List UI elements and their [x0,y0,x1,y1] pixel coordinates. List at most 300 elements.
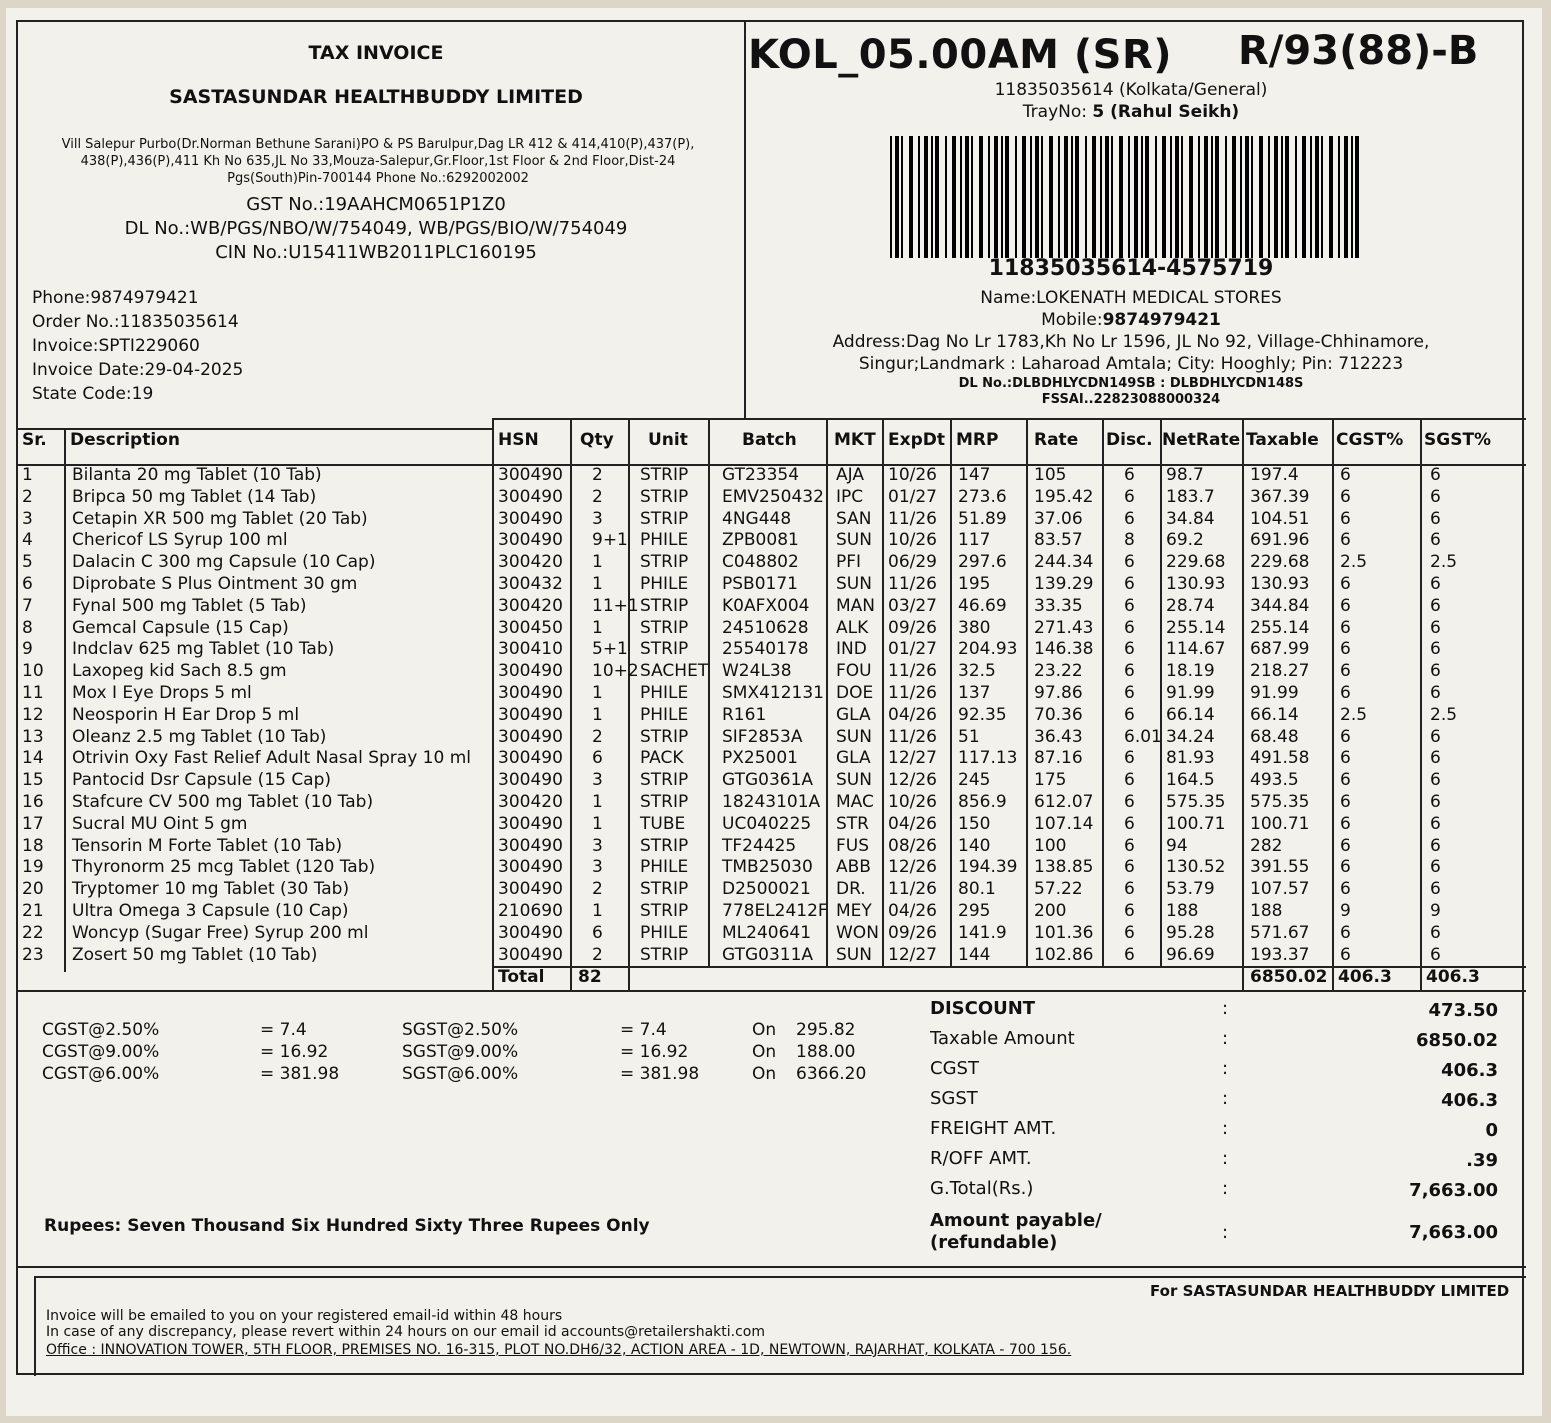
table-cell: 114.67 [1166,639,1226,660]
table-cell: 778EL2412F [722,901,828,921]
table-cell: STRIP [640,726,689,747]
state-code: State Code:19 [32,384,154,404]
tax-breakup-on-label: On [752,1020,777,1040]
barcode-bar [979,136,983,258]
table-cell: 33.35 [1034,595,1083,616]
table-cell: 6 [1430,486,1441,507]
table-cell: 6 [1340,835,1351,856]
table-cell: 09/26 [888,617,937,638]
table-cell: 6 [1430,922,1441,943]
amount-payable-label-line: Amount payable/ [930,1210,1102,1231]
barcode-bar [1005,136,1009,258]
table-cell: 6.01 [1124,726,1162,747]
table-cell: 101.36 [1034,922,1094,943]
table-cell: STRIP [640,835,689,856]
table-cell: 6 [1430,879,1441,900]
table-cell: 6 [1430,617,1441,638]
phone: Phone:9874979421 [32,288,199,308]
barcode-bar [1329,136,1333,258]
table-cell: 300490 [498,661,563,682]
table-cell: 6 [1124,944,1135,965]
table-cell: FUS [836,835,870,856]
tax-breakup-cgst-label: CGST@2.50% [42,1020,160,1040]
barcode-bar [1259,136,1263,258]
barcode-bar [1092,136,1096,258]
table-cell: 100.71 [1166,813,1226,834]
barcode-bar [1268,136,1270,258]
table-cell: DOE [836,683,874,703]
table-cell: 300490 [498,879,563,900]
summary-value: 473.50 [1428,1000,1498,1021]
table-cell: 195 [958,574,991,594]
table-cell: PSB0171 [722,574,798,594]
table-cell: 11+1 [592,595,639,616]
amount-payable-colon: : [1222,1222,1229,1243]
table-cell: 94 [1166,835,1188,856]
barcode-bar [1181,136,1183,258]
table-cell: 6 [1124,465,1135,485]
invoice-title: TAX INVOICE [308,42,444,64]
table-cell: 6 [1340,922,1351,943]
barcode-bar [1245,136,1249,258]
table-cell: 6 [592,748,603,769]
table-cell: 11/26 [888,574,937,594]
table-cell: GLA [836,748,871,769]
table-cell: 66.14 [1166,704,1215,725]
table-cell: W24L38 [722,661,792,682]
table-cell: Bilanta 20 mg Tablet (10 Tab) [72,465,322,485]
table-cell: 210690 [498,901,563,921]
barcode-bar [895,136,899,258]
table-cell: 117.13 [958,748,1018,769]
footer-note: Invoice will be emailed to you on your registered email-id within 48 hours [46,1308,563,1324]
table-cell: 300490 [498,726,563,747]
col-line [64,428,66,972]
table-cell: 575.35 [1250,792,1310,812]
table-cell: SUN [836,770,872,791]
table-cell: 229.68 [1166,552,1226,573]
table-cell: 6 [1340,944,1351,965]
barcode-bar [960,136,962,258]
order-number: Order No.:11835035614 [32,312,239,332]
table-cell: 3 [592,857,603,878]
table-cell: 08/26 [888,835,937,856]
table-cell: 100 [1034,835,1067,856]
table-cell: 255.14 [1250,617,1310,638]
table-cell: 300490 [498,748,563,769]
table-cell: 1 [592,574,603,594]
tax-breakup-cgst-amt: = 7.4 [260,1020,307,1040]
table-cell: 200 [1034,901,1067,921]
table-cell: TMB25030 [722,857,813,878]
table-cell: SAN [836,508,872,529]
table-cell: STRIP [640,595,689,616]
col-header-netrate: NetRate [1162,430,1241,450]
table-cell: ZPB0081 [722,530,799,551]
summary-colon: : [1222,1058,1229,1079]
table-cell: Otrivin Oxy Fast Relief Adult Nasal Spray 10 ml [72,748,471,769]
barcode-bar [1321,136,1323,258]
table-cell: 3 [592,835,603,856]
table-cell: 5+1 [592,639,628,660]
barcode-bar [1315,136,1319,258]
barcode-bar [1155,136,1157,258]
tax-breakup-on-amt: 295.82 [796,1020,856,1040]
table-cell: 491.58 [1250,748,1310,769]
table-cell: 300490 [498,683,563,703]
barcode-bar [1240,136,1242,258]
table-cell: R161 [722,704,767,725]
table-cell: 2.5 [1340,552,1368,573]
table-cell: 117 [958,530,991,551]
table-cell: Laxopeg kid Sach 8.5 gm [72,661,287,682]
table-cell: 107.14 [1034,813,1094,834]
table-cell: Fynal 500 mg Tablet (5 Tab) [72,595,307,616]
table-cell: UC040225 [722,813,812,834]
total-sgst: 406.3 [1426,967,1480,987]
col-line [492,418,494,990]
table-cell: 367.39 [1250,486,1310,507]
barcode [890,136,1364,258]
barcode-bar [1134,136,1138,258]
company-address [28,136,728,187]
barcode-bar [909,136,913,258]
table-cell: 6 [1124,508,1135,529]
table-cell: 218.27 [1250,661,1310,682]
barcode-bar [1225,136,1227,258]
address-line: 438(P),436(P),411 Kh No 635,JL No 33,Mouza-Salepur,Gr.Floor,1st Floor & 2nd Floor,Dist-24 [80,154,676,169]
tax-breakup-cgst-amt: = 16.92 [260,1042,329,1062]
table-cell: 95.28 [1166,922,1215,943]
table-cell: SIF2853A [722,726,803,747]
col-line [628,418,630,990]
table-cell: 255.14 [1166,617,1226,638]
table-cell: 344.84 [1250,595,1310,616]
table-cell: 17 [22,813,44,834]
table-cell: 6 [1340,813,1351,834]
table-cell: 6 [22,574,33,594]
table-cell: 295 [958,901,991,921]
barcode-bar [971,136,973,258]
table-cell: 6 [1340,661,1351,682]
col-line [1026,418,1028,966]
table-cell: 6 [1124,879,1135,900]
table-cell: 9+1 [592,530,628,551]
table-cell: 1 [592,813,603,834]
table-cell: 105 [1034,465,1067,485]
tax-breakup-cgst-label: CGST@6.00% [42,1064,160,1084]
table-cell: 51.89 [958,508,1007,529]
barcode-bar [945,136,947,258]
table-cell: Gemcal Capsule (15 Cap) [72,617,289,638]
table-cell: 2.5 [1430,704,1458,725]
table-cell: 6 [1340,530,1351,551]
table-cell: 300490 [498,486,563,507]
table-cell: 194.39 [958,857,1018,878]
barcode-bar [1105,136,1109,258]
barcode-bar [890,136,892,258]
table-cell: 300420 [498,595,563,616]
table-cell: 6 [1430,508,1441,529]
barcode-bar [1175,136,1179,258]
table-cell: FOU [836,661,872,682]
table-cell: 24510628 [722,617,809,638]
table-cell: 6 [1340,879,1351,900]
table-cell: STRIP [640,465,689,485]
table-cell: 6 [1430,683,1441,703]
col-header-disc: Disc. [1106,430,1153,450]
barcode-bar [1274,136,1278,258]
table-cell: 23 [22,944,44,965]
table-cell: Oleanz 2.5 mg Tablet (10 Tab) [72,726,327,747]
col-line [1242,418,1244,990]
table-cell: 11 [22,683,44,703]
table-cell: 300450 [498,617,563,638]
table-cell: 3 [592,508,603,529]
table-cell: 13 [22,726,44,747]
table-cell: 12/27 [888,944,937,965]
barcode-bar [1141,136,1143,258]
table-cell: 91.99 [1250,683,1299,703]
table-cell: 147 [958,465,991,485]
table-cell: Pantocid Dsr Capsule (15 Cap) [72,770,332,791]
summary-label: R/OFF AMT. [930,1148,1032,1169]
table-cell: 6 [1430,770,1441,791]
table-cell: 6 [1124,595,1135,616]
table-cell: 1 [592,704,603,725]
table-cell: 1 [22,465,33,485]
amount-in-words: Rupees: Seven Thousand Six Hundred Sixty Three Rupees Only [44,1216,650,1236]
barcode-bar [1145,136,1149,258]
customer-name: Name:LOKENATH MEDICAL STORES [980,288,1282,308]
table-cell: PHILE [640,530,689,551]
table-cell: 6 [1340,726,1351,747]
table-cell: ML240641 [722,922,812,943]
table-cell: 36.43 [1034,726,1083,747]
table-cell: 15 [22,770,44,791]
table-cell: 04/26 [888,901,937,921]
table-cell: EMV250432 [722,486,824,507]
customer-address-line: Address:Dag No Lr 1783,Kh No Lr 1596, JL No 92, Village-Chhinamore, [832,332,1430,352]
table-cell: MEY [836,901,872,921]
table-cell: 18243101A [722,792,821,812]
table-cell: 6 [1340,595,1351,616]
barcode-bar [1355,136,1359,258]
barcode-bar [1015,136,1017,258]
invoice-number: Invoice:SPTI229060 [32,336,200,356]
table-cell: 6 [1124,617,1135,638]
table-cell: 6 [1124,552,1135,573]
table-cell: Cetapin XR 500 mg Tablet (20 Tab) [72,508,368,529]
table-cell: 12/26 [888,857,937,878]
table-cell: PFI [836,552,862,573]
table-cell: 46.69 [958,595,1007,616]
tax-breakup-sgst-label: SGST@9.00% [402,1042,519,1062]
table-cell: 282 [1250,835,1283,856]
table-cell: 6 [1430,813,1441,834]
table-cell: GTG0311A [722,944,814,965]
table-cell: 300420 [498,792,563,812]
table-cell: STRIP [640,792,689,812]
barcode-bar [901,136,903,258]
table-cell: 91.99 [1166,683,1215,703]
table-cell: 5 [22,552,33,573]
table-cell: 195.42 [1034,486,1094,507]
table-cell: Stafcure CV 500 mg Tablet (10 Tab) [72,792,374,812]
summary-value: .39 [1466,1150,1498,1171]
table-cell: 1 [592,792,603,812]
summary-value: 406.3 [1441,1090,1498,1111]
table-cell: PHILE [640,704,689,725]
table-cell: 183.7 [1166,486,1215,507]
table-cell: 2 [592,879,603,900]
barcode-bar [1119,136,1123,258]
col-line [826,418,828,966]
table-cell: 6 [1430,530,1441,551]
tax-breakup-sgst-amt: = 381.98 [620,1064,700,1084]
table-cell: 297.6 [958,552,1007,573]
tax-breakup-on-label: On [752,1042,777,1062]
table-cell: 6 [1124,704,1135,725]
table-cell: 6 [1124,922,1135,943]
table-cell: 03/27 [888,595,937,616]
barcode-bar [1302,136,1306,258]
table-cell: PHILE [640,857,689,878]
table-cell: 01/27 [888,639,937,660]
table-cell: 6 [1340,617,1351,638]
barcode-bar [1100,136,1102,258]
tax-breakup-on-amt: 6366.20 [796,1064,867,1084]
table-cell: 12/26 [888,770,937,791]
table-cell: 6 [1430,835,1441,856]
table-cell: 575.35 [1166,792,1226,812]
table-cell: STRIP [640,770,689,791]
table-cell: AJA [836,465,864,485]
dl-number: DL No.:WB/PGS/NBO/W/754049, WB/PGS/BIO/W/754049 [124,218,628,239]
table-cell: ALK [836,617,869,638]
col-header-hsn: HSN [498,430,539,450]
table-cell: 244.34 [1034,552,1094,573]
table-cell: 193.37 [1250,944,1310,965]
route-label: KOL_05.00AM (SR) [748,32,1173,78]
col-line [570,418,572,990]
table-cell: STRIP [640,639,689,660]
tray-number [746,102,1516,122]
table-cell: PX25001 [722,748,798,769]
table-cell: Mox I Eye Drops 5 ml [72,683,252,703]
table-cell: STRIP [640,552,689,573]
customer-address-line: Singur;Landmark : Laharoad Amtala; City: Hooghly; Pin: 712223 [858,354,1404,374]
table-cell: 6 [1340,486,1351,507]
table-cell: 7 [22,595,33,616]
table-cell: 188 [1250,901,1283,921]
table-cell: 25540178 [722,639,809,660]
table-cell: 140 [958,835,991,856]
table-cell: Indclav 625 mg Tablet (10 Tab) [72,639,335,660]
table-cell: Thyronorm 25 mcg Tablet (120 Tab) [72,857,376,878]
table-cell: PHILE [640,574,689,594]
summary-colon: : [1222,1178,1229,1199]
table-cell: 04/26 [888,813,937,834]
table-cell: TUBE [640,813,686,834]
table-cell: 70.36 [1034,704,1083,725]
table-cell: IND [836,639,867,660]
table-cell: 2 [592,944,603,965]
barcode-bar [1351,136,1353,258]
table-cell: 4NG448 [722,508,792,529]
table-cell: 6 [1430,748,1441,769]
summary-colon: : [1222,1118,1229,1139]
table-cell: 92.35 [958,704,1007,725]
table-cell: 81.93 [1166,748,1215,769]
summary-label: CGST [930,1058,979,1079]
col-header-cgst: CGST% [1336,430,1404,450]
table-cell: 687.99 [1250,639,1310,660]
col-header-sgst: SGST% [1424,430,1492,450]
summary-label: SGST [930,1088,978,1109]
barcode-bar [1198,136,1200,258]
col-line [1102,418,1104,966]
table-cell: 23.22 [1034,661,1083,682]
table-cell: 83.57 [1034,530,1083,551]
col-header-mkt: MKT [834,430,876,450]
table-cell: 28.74 [1166,595,1215,616]
total-label: Total [498,967,545,987]
table-cell: 273.6 [958,486,1007,507]
col-header-unit: Unit [648,430,688,450]
table-cell: 144 [958,944,991,965]
table-cell: 300432 [498,574,563,594]
table-bottom-line [16,990,1526,992]
mobile-label: Mobile: [1041,310,1103,330]
table-cell: 11/26 [888,508,937,529]
table-cell: 21 [22,901,44,921]
col-line [1332,418,1334,990]
table-cell: PHILE [640,922,689,943]
table-cell: STRIP [640,944,689,965]
table-cell: 300490 [498,704,563,725]
table-cell: 2.5 [1340,704,1368,725]
table-cell: 856.9 [958,792,1007,812]
table-cell: 32.5 [958,661,996,682]
barcode-bar [1064,136,1068,258]
table-cell: GTG0361A [722,770,814,791]
barcode-bar [988,136,990,258]
table-cell: GLA [836,704,871,725]
tax-breakup-sgst-label: SGST@2.50% [402,1020,519,1040]
customer-dl: DL No.:DLBDHLYCDN149SB : DLBDHLYCDN148S [958,376,1304,391]
table-cell: 130.93 [1250,574,1310,594]
table-cell: 2 [592,486,603,507]
company-name: SASTASUNDAR HEALTHBUDDY LIMITED [169,86,583,108]
barcode-bar [1035,136,1039,258]
summary-value: 406.3 [1441,1060,1498,1081]
table-cell: 9 [1340,901,1351,921]
table-cell: 612.07 [1034,792,1094,812]
table-cell: 300490 [498,813,563,834]
amount-payable-label-line: (refundable) [930,1232,1058,1253]
table-cell: D2500021 [722,879,811,900]
tax-breakup-sgst-label: SGST@6.00% [402,1064,519,1084]
table-cell: WON [836,922,879,943]
table-cell: SUN [836,944,872,965]
col-header-batch: Batch [742,430,797,450]
table-cell: 6 [1430,595,1441,616]
table-cell: STRIP [640,486,689,507]
table-cell: 6 [1340,639,1351,660]
table-cell: 300490 [498,465,563,485]
table-cell: Bripca 50 mg Tablet (14 Tab) [72,486,317,507]
